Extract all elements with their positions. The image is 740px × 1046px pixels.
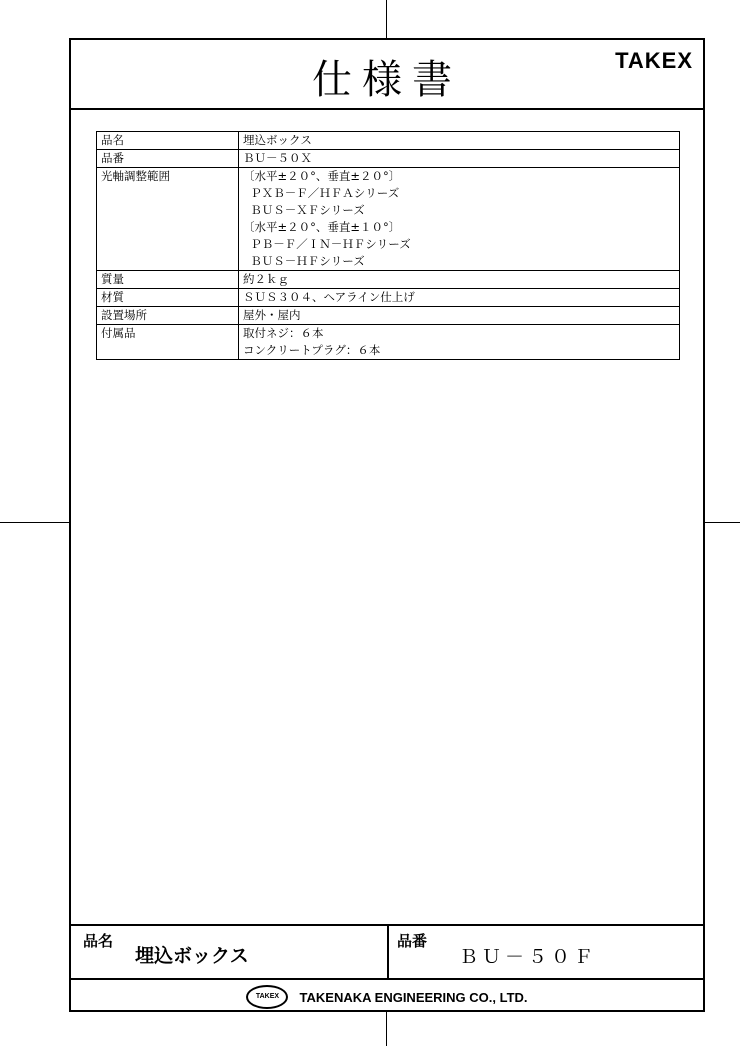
table-row	[97, 271, 680, 289]
table-row	[97, 168, 680, 271]
spec-value-line: 〔水平±２０°、垂直±２０°〕	[243, 169, 401, 183]
spec-value-line: 〔水平±２０°、垂直±１０°〕	[243, 220, 401, 234]
table-row	[97, 289, 680, 307]
footer-name-label: 品名	[83, 932, 114, 950]
registration-mark-left	[0, 522, 69, 523]
spec-value-line: ＰＸＢ－Ｆ／ＨＦＡシリーズ	[243, 186, 400, 200]
spec-value-line: コンクリートプラグ：６本	[243, 343, 381, 357]
spec-value-line: 埋込ボックス	[243, 133, 312, 147]
footer-number-label: 品番	[397, 932, 428, 950]
table-row	[97, 307, 680, 325]
footer-number-value: ＢＵ－５０Ｆ	[459, 946, 598, 968]
registration-mark-right	[704, 522, 740, 523]
spec-label: 品名	[97, 132, 239, 150]
spec-value-line: 取付ネジ：６本	[243, 326, 324, 340]
sheet-header	[71, 40, 703, 110]
spec-value	[239, 325, 680, 360]
table-row	[97, 150, 680, 168]
spec-label: 付属品	[97, 325, 239, 360]
company-name: TAKENAKA ENGINEERING CO., LTD.	[299, 989, 528, 1005]
table-row	[97, 132, 680, 150]
footer-name-value: 埋込ボックス	[135, 945, 249, 967]
footer-divider	[387, 926, 389, 980]
table-row	[97, 325, 680, 360]
spec-label: 光軸調整範囲	[97, 168, 239, 271]
spec-value-line: 約２ｋｇ	[243, 272, 289, 286]
spec-label: 材質	[97, 289, 239, 307]
spec-value	[239, 271, 680, 289]
spec-sheet	[69, 38, 705, 1012]
brand-logo: TAKEX	[615, 48, 693, 73]
spec-value	[239, 168, 680, 271]
spec-table	[96, 131, 680, 360]
spec-value-line: ＰＢ－Ｆ／ＩＮ－ＨＦシリーズ	[243, 237, 411, 251]
spec-label: 質量	[97, 271, 239, 289]
registration-mark-bottom	[386, 1010, 387, 1046]
spec-value	[239, 289, 680, 307]
spec-value-line: ＳＵＳ３０４、ヘアライン仕上げ	[243, 290, 415, 304]
registration-mark-top	[386, 0, 387, 38]
spec-value	[239, 307, 680, 325]
spec-value-line: 屋外・屋内	[243, 308, 301, 322]
page-title: 仕様書	[312, 57, 462, 103]
spec-value-line: ＢＵＳ－ＨＦシリーズ	[243, 254, 365, 268]
footer-company-section	[71, 978, 703, 1012]
spec-value-line: ＢＵＳ－ＸＦシリーズ	[243, 203, 365, 217]
spec-value	[239, 132, 680, 150]
spec-value-line: ＢＵ－５０Ｘ	[243, 151, 312, 165]
spec-value	[239, 150, 680, 168]
footer-product-section	[71, 924, 703, 980]
spec-label: 設置場所	[97, 307, 239, 325]
spec-label: 品番	[97, 150, 239, 168]
company-logo: TAKEX	[246, 985, 288, 1009]
